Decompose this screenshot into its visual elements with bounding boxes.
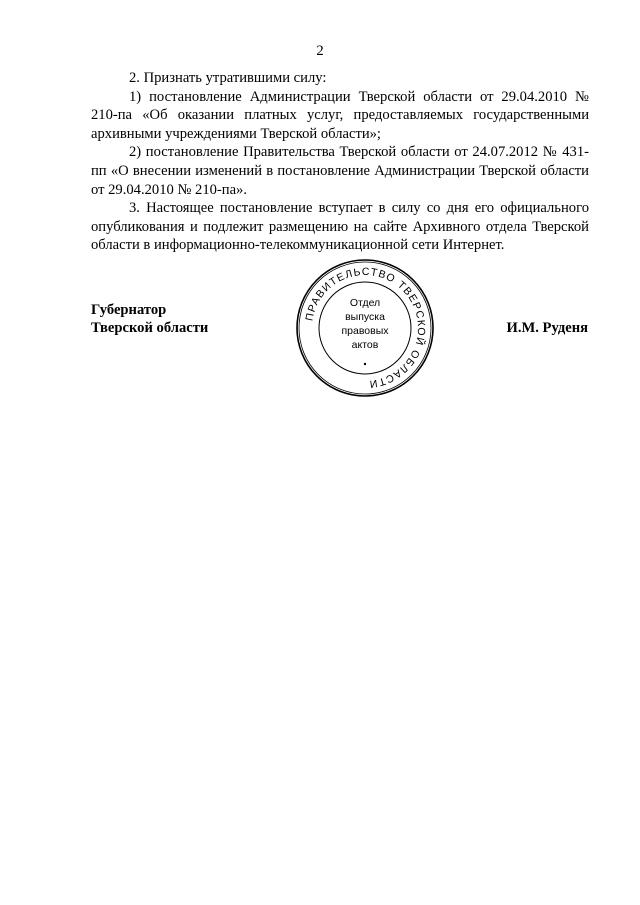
signatory-name: И.М. Руденя [506,320,588,336]
seal-center-line: выпуска [345,311,385,323]
document-body [91,69,589,255]
official-seal [295,258,435,398]
seal-center-line: Отдел [349,297,381,309]
seal-graphic [295,258,435,398]
page-number: 2 [316,43,324,59]
signatory-position [91,301,208,337]
seal-center-line: правовых [341,325,389,337]
paragraph-item-2: 2. Признать утратившими силу: [129,70,327,86]
signatory-position-line1: Губернатор [91,302,167,318]
paragraph-subitem-2: 2) постановление Правительства Тверской области от 24.07.2012 № 431-пп «О внесении изменений в постановление Администрации Тверской области от 29.04.2010 № 210-па». [91,144,589,198]
seal-center-line: актов [351,339,379,351]
seal-dot [364,363,366,365]
seal-ring-text: ПРАВИТЕЛЬСТВО ТВЕРСКОЙ ОБЛАСТИ [303,265,428,390]
paragraph-subitem-1: 1) постановление Администрации Тверской области от 29.04.2010 № 210-па «Об оказании платных услуг, предоставляемых государственными архивными учреждениями Тверской области»; [91,88,589,142]
paragraph-item-3: 3. Настоящее постановление вступает в силу со дня его официального опубликования и подлежит размещению на сайте Архивного отдела Тверской области в информационно-телекоммуникационной сети Интернет. [91,200,589,254]
signatory-position-line2: Тверской области [91,320,209,336]
seal-center-text [341,297,389,351]
